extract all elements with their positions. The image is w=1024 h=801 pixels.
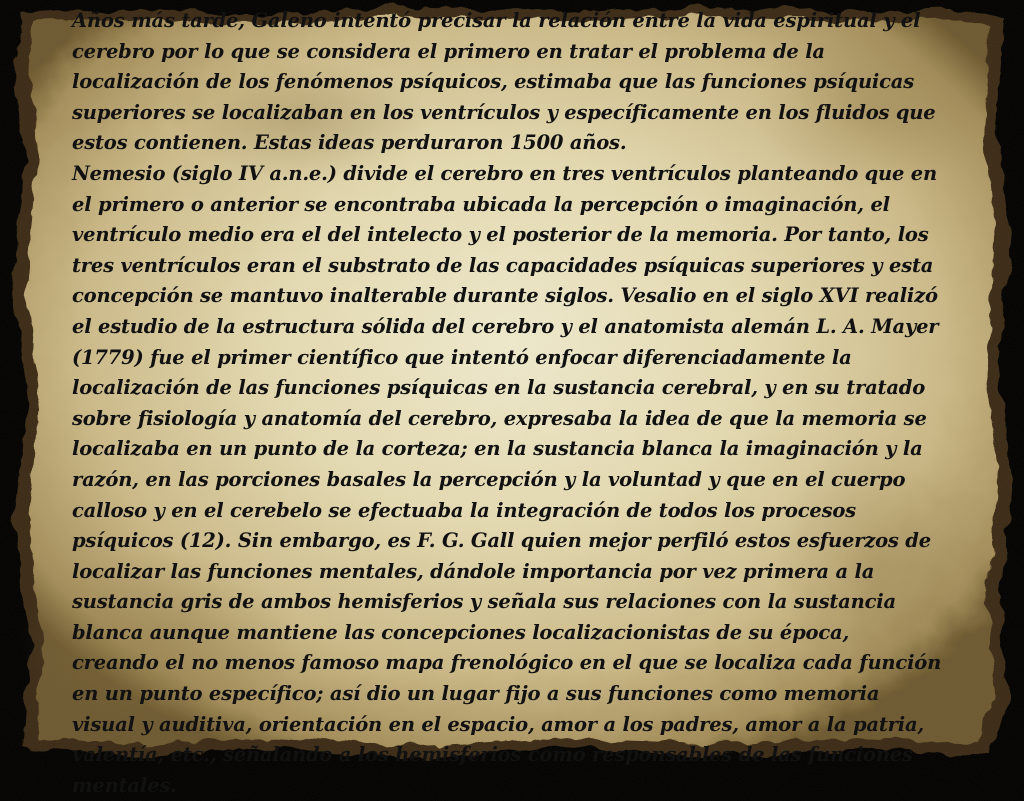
paragraph-nemesio: Nemesio (siglo IV a.n.e.) divide el cerebro en tres ventrículos planteando que en el primero o anterior se encontraba ubicada la percepción o imaginación, el ventrículo medio era el del intelecto y el posterior de la memoria. Por tanto, los tres ventrículos eran el substrato de las capacidades psíquicas superiores y esta concepción se mantuvo inalterable durante siglos. Vesalio en el siglo XVI realizó el estudio de la estructura sólida del cerebro y el anatomista alemán L. A. Mayer (1779) fue el primer científico que intentó enfocar diferenciadamente la localización de las funciones psíquicas en la sustancia cerebral, y en su tratado sobre fisiología y anatomía del cerebro, expresaba la idea de que la memoria se localizaba en un punto de la corteza; en la sustancia blanca la imaginación y la razón, en las porciones basales la percepción y la voluntad y que en el cuerpo calloso y en el cerebelo se efectuaba la integración de todos los procesos psíquicos (12). Sin embargo, es F. G. Gall quien mejor perfiló estos esfuerzos de localizar las funciones mentales, dándole importancia por vez primera a la sustancia gris de ambos hemisferios y señala sus relaciones con la sustancia blanca aunque mantiene las concepciones localizacionistas de su época, creando el no menos famoso mapa frenológico en el que se localiza cada función en un punto específico; así dio un lugar fijo a sus funciones como memoria visual y auditiva, orientación en el espacio, amor a los padres, amor a la patria, valentía, etc., señalando a los hemisferios como responsables de las funciones mentales.	[72, 161, 942, 797]
paragraph-galeno: Años más tarde, Galeno intentó precisar la relación entre la vida espiritual y el cerebro por lo que se considera el primero en tratar el problema de la localización de los fenómenos psíquicos, estimaba que las funciones psíquicas superiores se localizaban en los ventrículos y específicamente en los fluidos que estos contienen. Estas ideas perduraron 1500 años.	[72, 9, 936, 155]
body-text	[72, 6, 942, 797]
